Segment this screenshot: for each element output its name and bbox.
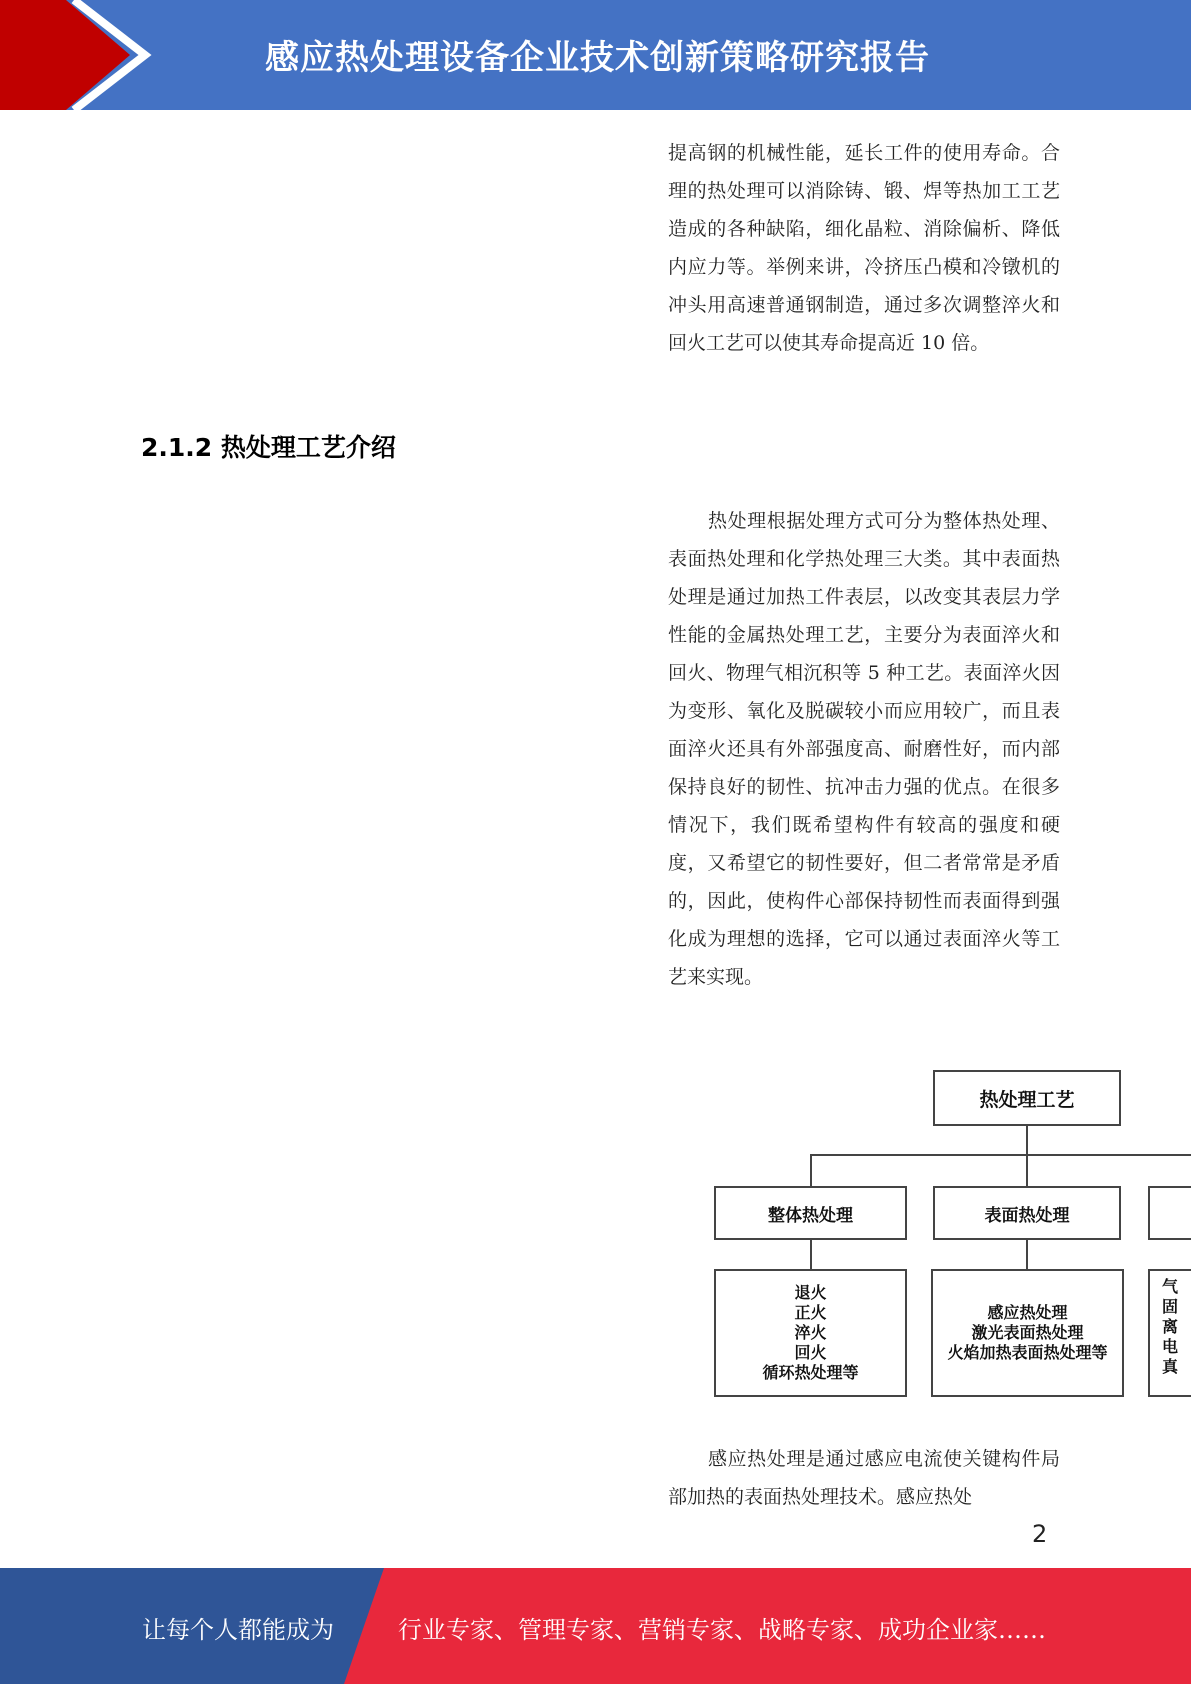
header-title: 感应热处理设备企业技术创新策略研究报告	[265, 38, 930, 78]
diagram-item: 淬火	[794, 1323, 827, 1342]
section-heading: 2.1.2 热处理工艺介绍	[141, 433, 396, 462]
diagram-items-box	[931, 1269, 1124, 1397]
paragraph-2	[668, 502, 1060, 996]
diagram-item: 固	[1162, 1297, 1179, 1316]
diagram-items-box	[714, 1269, 907, 1397]
diagram-root-box	[933, 1070, 1121, 1126]
page-footer	[0, 1568, 1191, 1684]
diagram-category-box	[1148, 1186, 1191, 1240]
diagram-item: 离	[1162, 1317, 1179, 1336]
diagram-item: 退火	[794, 1283, 827, 1302]
diagram-item: 循环热处理等	[762, 1363, 859, 1382]
paragraph-1-text: 提高钢的机械性能，延长工件的使用寿命。合理的热处理可以消除铸、锻、焊等热加工工艺造成的各种缺陷，细化晶粒、消除偏析、降低内应力等。举例来讲，冷挤压凸模和冷镦机的冲头用高速普通钢制造，通过多次调整淬火和回火工艺可以使其寿命提高近 10 倍。	[668, 142, 1060, 354]
diagram-item: 感应热处理	[987, 1303, 1068, 1322]
connector	[810, 1240, 812, 1270]
diagram-root-label: 热处理工艺	[979, 1088, 1075, 1111]
connector	[1026, 1126, 1028, 1154]
diagram-item: 激光表面热处理	[971, 1323, 1084, 1342]
page-number: 2	[1032, 1520, 1048, 1548]
footer-slogan-right: 行业专家、管理专家、营销专家、战略专家、成功企业家……	[398, 1616, 1046, 1644]
diagram-item: 电	[1162, 1337, 1179, 1356]
footer-slogan-left: 让每个人都能成为	[142, 1616, 334, 1644]
diagram-item: 气	[1162, 1277, 1179, 1296]
diagram-category-label: 表面热处理	[984, 1205, 1070, 1226]
diagram-category-box	[714, 1186, 907, 1240]
diagram-item: 回火	[794, 1343, 827, 1362]
diagram-category-label: 整体热处理	[768, 1205, 853, 1226]
paragraph-3	[668, 1440, 1060, 1516]
connector	[1026, 1240, 1028, 1270]
connector	[810, 1154, 1191, 1156]
page-header	[0, 0, 1191, 110]
diagram-category-box	[933, 1186, 1121, 1240]
paragraph-1	[668, 134, 1060, 362]
diagram-item: 火焰加热表面热处理等	[947, 1343, 1108, 1362]
diagram-item: 真	[1162, 1357, 1179, 1376]
paragraph-3-text: 感应热处理是通过感应电流使关键构件局部加热的表面热处理技术。感应热处	[668, 1448, 1060, 1508]
diagram-item: 正火	[794, 1303, 827, 1322]
paragraph-2-text: 热处理根据处理方式可分为整体热处理、表面热处理和化学热处理三大类。其中表面热处理是通过加热工件表层，以改变其表层力学性能的金属热处理工艺，主要分为表面淬火和回火、物理气相沉积等 5 种工艺。表面淬火因为变形、氧化及脱碳较小而应用较广，而且表面淬火还具有外部强度高、耐磨性好，而内部保持良好的韧性、抗冲击力强的优点。在很多情况下，我们既希望构件有较高的强度和硬度，又希望它的韧性要好，但二者常常是矛盾的，因此，使构件心部保持韧性而表面得到强化成为理想的选择，它可以通过表面淬火等工艺来实现。	[668, 510, 1060, 988]
diagram-items-box	[1148, 1269, 1191, 1397]
